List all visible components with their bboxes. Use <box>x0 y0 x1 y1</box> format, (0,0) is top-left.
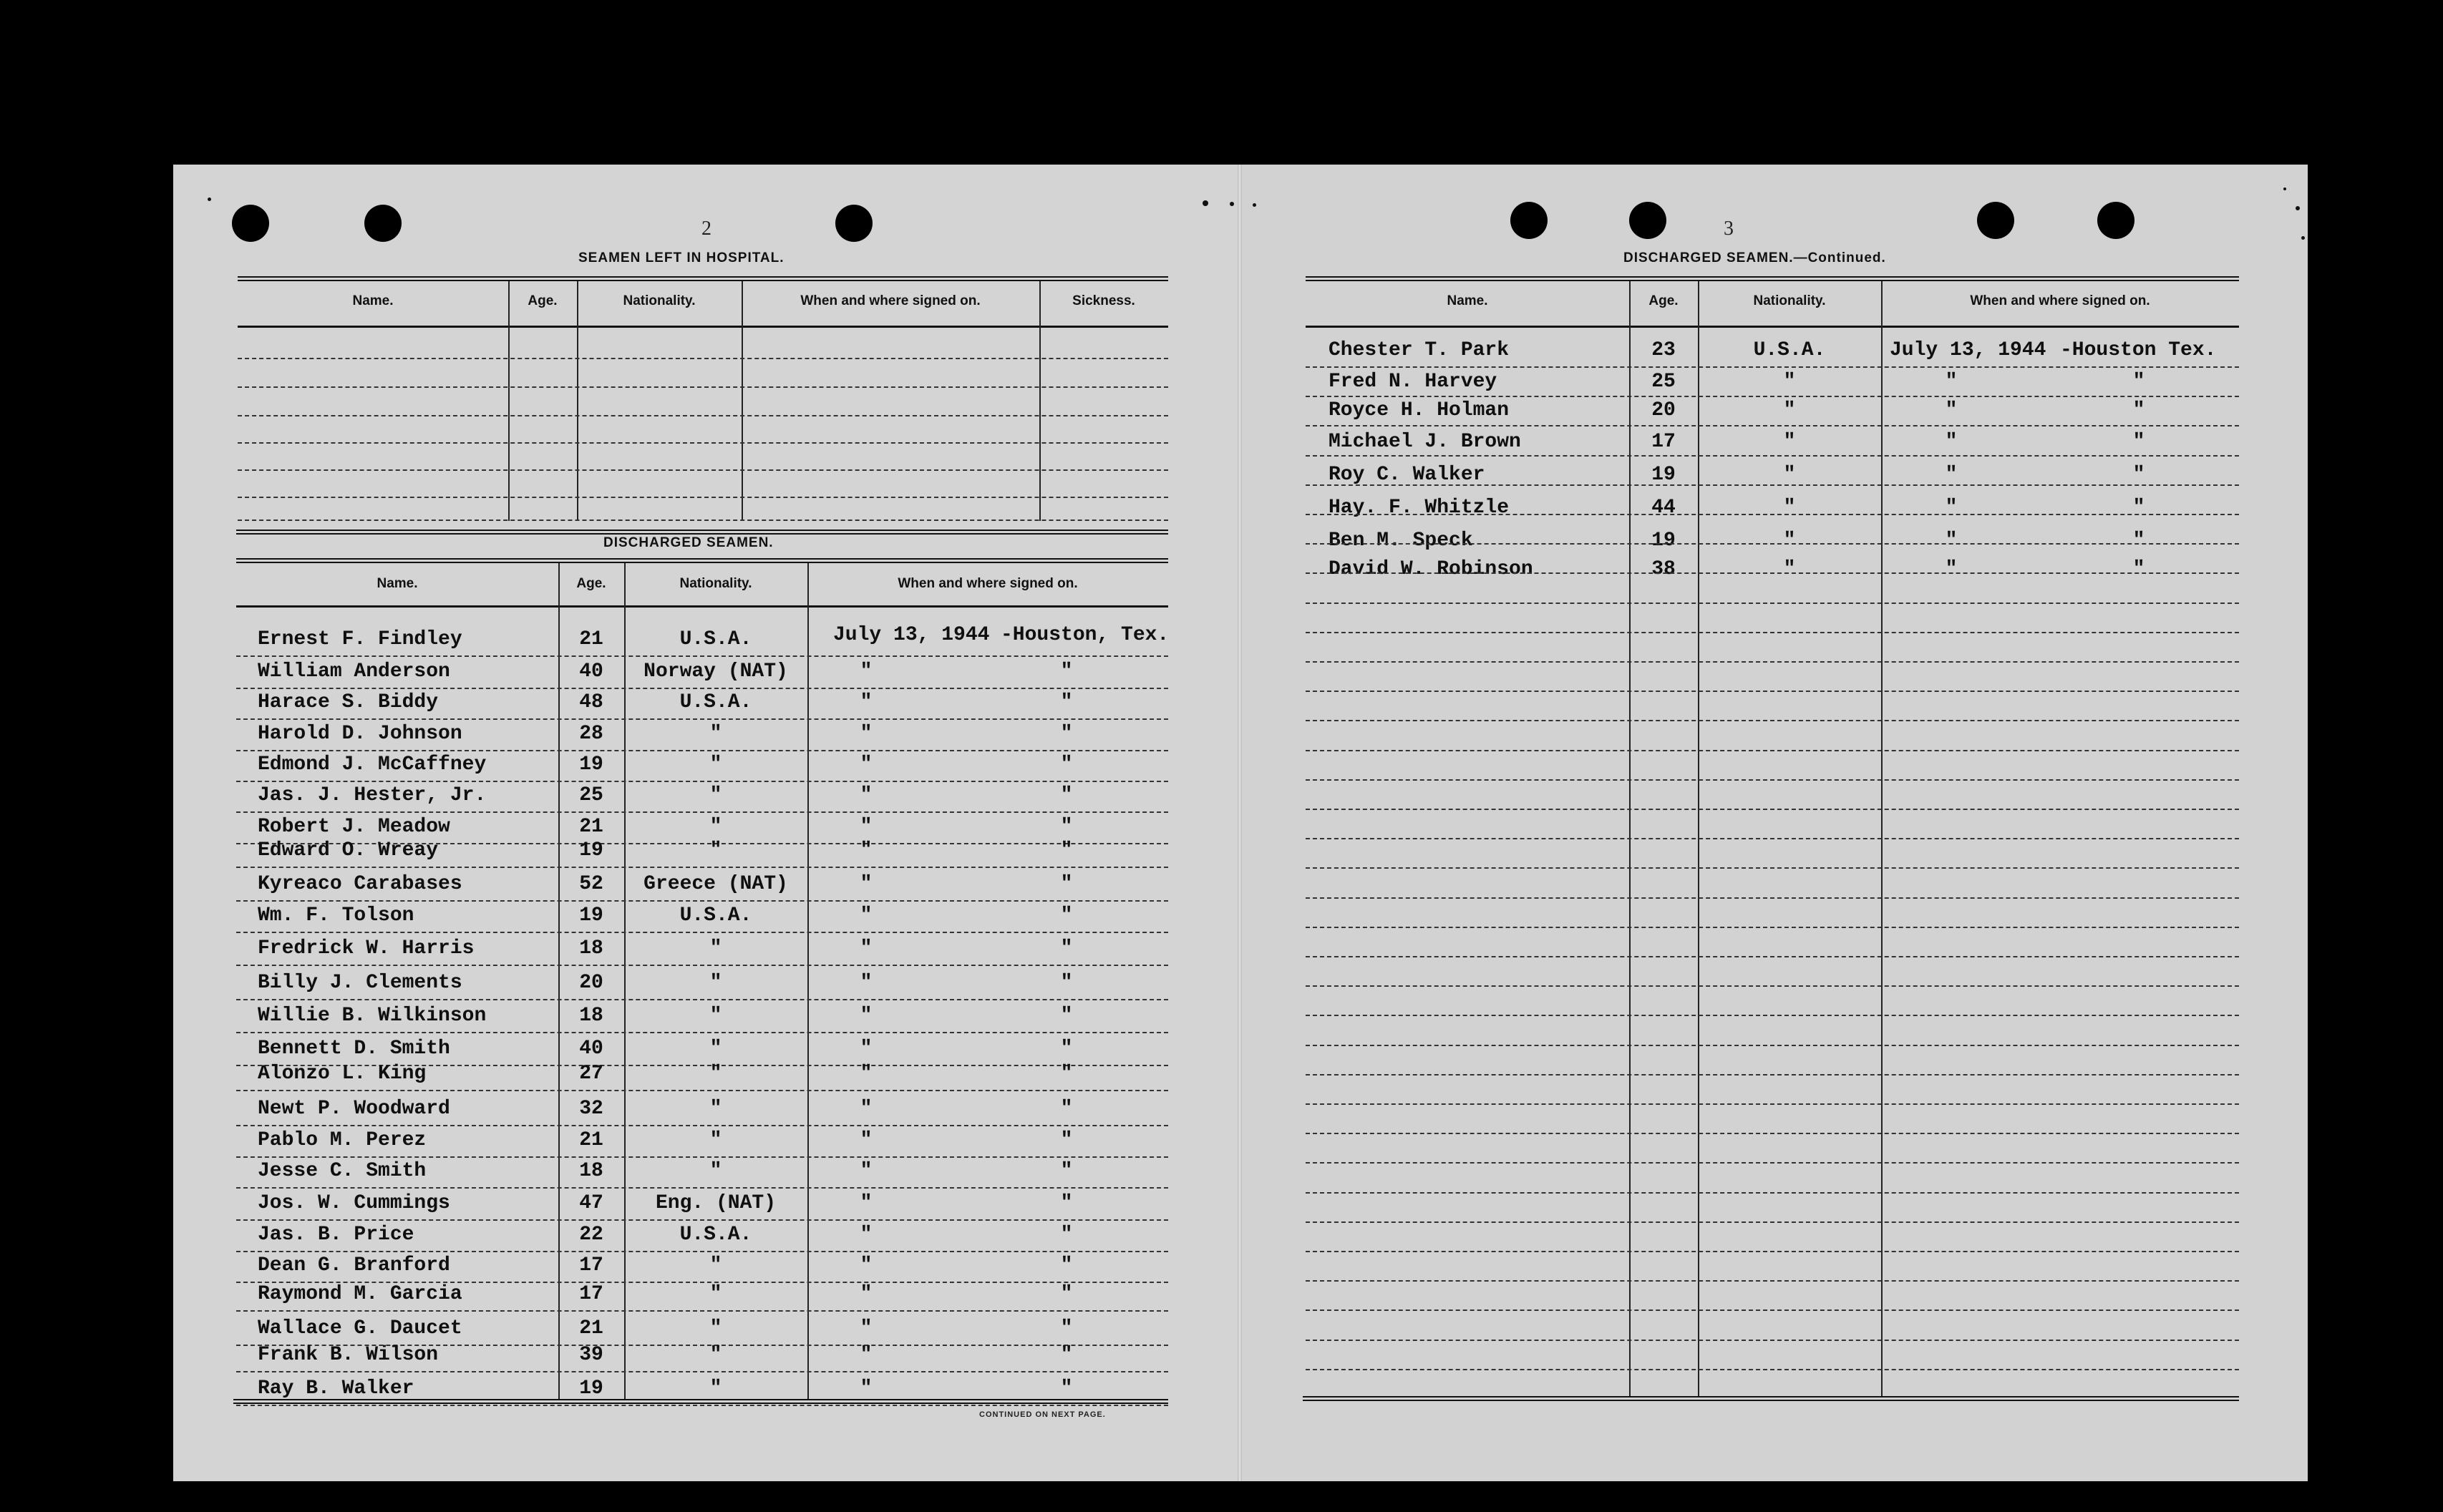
discharged-row-line <box>236 1125 1168 1126</box>
signed-on-place: " <box>1060 972 1073 994</box>
seaman-nationality: " <box>1783 371 1796 393</box>
seaman-name: Raymond M. Garcia <box>258 1283 462 1305</box>
seaman-name: Edward O. Wreay <box>258 839 439 862</box>
discharged-header-top-rule <box>236 558 1168 563</box>
right-row-line <box>1306 838 2239 839</box>
discharged-row-line <box>236 1371 1168 1372</box>
signed-on-date: " <box>860 839 873 862</box>
discharged-row-line <box>236 655 1168 657</box>
signed-on-date: " <box>1945 558 1958 580</box>
right-row-line <box>1306 867 2239 869</box>
signed-on-place: " <box>1060 1160 1073 1182</box>
seaman-name: Hay. F. Whitzle <box>1329 497 1510 519</box>
seaman-nationality: U.S.A. <box>679 1224 752 1246</box>
signed-on-date: July 13, 1944 <box>1890 339 2046 361</box>
hospital-header-2: Nationality. <box>623 293 696 308</box>
signed-on-place: " <box>2132 530 2145 552</box>
seaman-age: 19 <box>579 839 603 862</box>
discharged-row-line <box>236 1032 1168 1033</box>
seaman-nationality: " <box>709 1283 722 1305</box>
seaman-name: Jesse C. Smith <box>258 1160 427 1182</box>
right-row-line <box>1306 661 2239 663</box>
hospital-header-rule <box>238 326 1168 328</box>
seaman-age: 20 <box>1651 399 1676 421</box>
signed-on-place: " <box>1060 1377 1073 1400</box>
right-table-bottom-rule <box>1303 1396 2239 1401</box>
signed-on-date: " <box>860 1344 873 1366</box>
signed-on-date: " <box>1945 464 1958 486</box>
seaman-nationality: " <box>1783 431 1796 453</box>
seaman-name: Jas. B. Price <box>258 1224 414 1246</box>
seaman-nationality: Eng. (NAT) <box>655 1192 777 1214</box>
signed-on-date: " <box>860 1283 873 1305</box>
seaman-age: 27 <box>579 1063 603 1085</box>
signed-on-place: " <box>2132 558 2145 580</box>
hospital-row-line <box>238 386 1168 388</box>
signed-on-date: " <box>860 972 873 994</box>
seaman-nationality: " <box>709 1063 722 1085</box>
right-row-line <box>1306 1340 2239 1341</box>
page-fold <box>1238 165 1242 1481</box>
discharged-row-line <box>236 999 1168 1000</box>
right-row-line <box>1306 1133 2239 1134</box>
scan-speck <box>2301 236 2305 240</box>
right-row-line <box>1306 720 2239 721</box>
signed-on-place: " <box>1060 1344 1073 1366</box>
right-row-line <box>1306 1045 2239 1046</box>
seaman-age: 44 <box>1651 497 1676 519</box>
hospital-column-divider <box>1039 281 1041 521</box>
seaman-nationality: " <box>1783 530 1796 552</box>
right-header-rule <box>1306 326 2239 328</box>
signed-on-date: " <box>1945 431 1958 453</box>
scan-speck <box>1203 200 1208 206</box>
signed-on-date: " <box>860 784 873 806</box>
seaman-age: 18 <box>579 1160 603 1182</box>
signed-on-place: " <box>1060 784 1073 806</box>
signed-on-date: " <box>860 1160 873 1182</box>
right-row-line <box>1306 632 2239 633</box>
seaman-nationality: " <box>709 1129 722 1151</box>
seaman-name: Dean G. Branford <box>258 1254 450 1277</box>
signed-on-date: " <box>860 1317 873 1340</box>
signed-on-date: " <box>1945 399 1958 421</box>
right-row-line <box>1306 484 2239 486</box>
signed-on-place: " <box>1060 1038 1073 1060</box>
seaman-age: 20 <box>579 972 603 994</box>
seaman-nationality: " <box>709 972 722 994</box>
right-header-2: Nationality. <box>1753 293 1826 308</box>
right-row-line <box>1306 396 2239 397</box>
right-row-line <box>1306 1015 2239 1016</box>
seaman-age: 25 <box>1651 371 1676 393</box>
seaman-age: 52 <box>579 873 603 895</box>
signed-on-date: " <box>1945 497 1958 519</box>
seaman-name: Robert J. Meadow <box>258 816 450 838</box>
right-row-line <box>1306 1221 2239 1223</box>
right-row-line <box>1306 366 2239 368</box>
seaman-nationality: Norway (NAT) <box>643 660 788 683</box>
signed-on-place: -Houston Tex. <box>2060 339 2217 361</box>
signed-on-date: " <box>1945 371 1958 393</box>
seaman-age: 32 <box>579 1098 603 1120</box>
hospital-column-divider <box>742 281 743 521</box>
seaman-age: 17 <box>1651 431 1676 453</box>
discharged-row-line <box>236 965 1168 966</box>
seaman-age: 18 <box>579 937 603 960</box>
right-row-line <box>1306 985 2239 987</box>
seaman-age: 21 <box>579 816 603 838</box>
signed-on-place: " <box>2132 497 2145 519</box>
signed-on-date: " <box>860 691 873 713</box>
signed-on-place: " <box>2132 464 2145 486</box>
seaman-age: 23 <box>1651 339 1676 361</box>
signed-on-place: " <box>1060 1224 1073 1246</box>
signed-on-place: " <box>1060 1317 1073 1340</box>
right-header-0: Name. <box>1447 293 1488 308</box>
right-page <box>1240 165 2308 1481</box>
seaman-nationality: U.S.A. <box>1753 339 1826 361</box>
page-number: 2 <box>701 218 711 240</box>
seaman-name: Fred N. Harvey <box>1329 371 1497 393</box>
signed-on-date: " <box>860 1005 873 1027</box>
seaman-name: Bennett D. Smith <box>258 1038 450 1060</box>
seaman-nationality: " <box>1783 497 1796 519</box>
hospital-column-divider <box>577 281 578 521</box>
hospital-row-line <box>238 442 1168 444</box>
signed-on-date: " <box>860 723 873 745</box>
hospital-row-line <box>238 415 1168 416</box>
signed-on-date: " <box>860 816 873 838</box>
seaman-age: 40 <box>579 1038 603 1060</box>
seaman-name: Ray B. Walker <box>258 1377 414 1400</box>
signed-on-date: " <box>860 1192 873 1214</box>
seaman-age: 40 <box>579 660 603 683</box>
signed-on-place: " <box>1060 723 1073 745</box>
signed-on-place: " <box>1060 1005 1073 1027</box>
seaman-name: Harace S. Biddy <box>258 691 439 713</box>
signed-on-date: " <box>860 1254 873 1277</box>
signed-on-place: " <box>1060 1098 1073 1120</box>
signed-on-date: July 13, 1944 <box>833 624 990 646</box>
seaman-name: Jos. W. Cummings <box>258 1192 450 1214</box>
hospital-header-0: Name. <box>352 293 394 308</box>
seaman-nationality: " <box>709 839 722 862</box>
right-row-line <box>1306 1162 2239 1164</box>
seaman-age: 47 <box>579 1192 603 1214</box>
signed-on-place: " <box>1060 816 1073 838</box>
discharged-row-line <box>236 1310 1168 1312</box>
hospital-row-line <box>238 497 1168 498</box>
seaman-nationality: " <box>709 1344 722 1366</box>
seaman-name: Ben M. Speck <box>1329 530 1473 552</box>
seaman-nationality: " <box>1783 558 1796 580</box>
hospital-column-divider <box>508 281 510 521</box>
discharged-header-2: Nationality. <box>679 576 752 591</box>
seaman-age: 21 <box>579 1317 603 1340</box>
discharged-header-0: Name. <box>377 576 418 591</box>
punch-hole <box>835 205 873 242</box>
signed-on-date: " <box>860 1098 873 1120</box>
seaman-nationality: " <box>709 1098 722 1120</box>
right-row-line <box>1306 779 2239 781</box>
seaman-nationality: " <box>1783 464 1796 486</box>
discharged-row-line <box>236 1156 1168 1158</box>
seaman-name: Frank B. Wilson <box>258 1344 439 1366</box>
seaman-nationality: U.S.A. <box>679 904 752 927</box>
seaman-nationality: " <box>709 784 722 806</box>
seaman-nationality: " <box>709 1317 722 1340</box>
seaman-age: 28 <box>579 723 603 745</box>
right-row-line <box>1306 691 2239 692</box>
right-header-3: When and where signed on. <box>1970 293 2150 308</box>
right-row-line <box>1306 543 2239 545</box>
discharged-continued-title: DISCHARGED SEAMEN.—Continued. <box>1623 250 1886 265</box>
seaman-nationality: " <box>709 937 722 960</box>
punch-hole <box>1629 202 1666 239</box>
seaman-name: Newt P. Woodward <box>258 1098 450 1120</box>
right-row-line <box>1306 1280 2239 1282</box>
right-column-divider <box>1881 281 1883 1398</box>
discharged-row-line <box>236 1219 1168 1221</box>
right-row-line <box>1306 927 2239 928</box>
discharged-row-line <box>236 900 1168 902</box>
discharged-section-title: DISCHARGED SEAMEN. <box>603 535 774 550</box>
seaman-nationality: Greece (NAT) <box>643 873 788 895</box>
seaman-age: 19 <box>1651 464 1676 486</box>
seaman-name: Jas. J. Hester, Jr. <box>258 784 487 806</box>
signed-on-place: " <box>1060 691 1073 713</box>
discharged-row-line <box>236 1090 1168 1091</box>
right-row-line <box>1306 1251 2239 1252</box>
scan-speck <box>1253 203 1256 207</box>
signed-on-date: " <box>860 753 873 776</box>
seaman-name: Harold D. Johnson <box>258 723 462 745</box>
discharged-row-line <box>236 811 1168 813</box>
signed-on-date: " <box>860 873 873 895</box>
signed-on-place: " <box>1060 1283 1073 1305</box>
right-row-line <box>1306 1103 2239 1105</box>
seaman-name: Willie B. Wilkinson <box>258 1005 487 1027</box>
punch-hole <box>364 205 402 242</box>
discharged-header-3: When and where signed on. <box>898 576 1078 591</box>
discharged-row-line <box>236 867 1168 868</box>
hospital-table-top-rule <box>238 276 1168 281</box>
seaman-age: 21 <box>579 1129 603 1151</box>
seaman-age: 22 <box>579 1224 603 1246</box>
punch-hole <box>1510 202 1548 239</box>
seaman-name: Wallace G. Daucet <box>258 1317 462 1340</box>
signed-on-place: " <box>2132 371 2145 393</box>
signed-on-place: " <box>1060 1129 1073 1151</box>
right-row-line <box>1306 425 2239 426</box>
hospital-section-title: SEAMEN LEFT IN HOSPITAL. <box>578 250 785 265</box>
seaman-name: Fredrick W. Harris <box>258 937 475 960</box>
seaman-name: Alonzo L. King <box>258 1063 427 1085</box>
right-row-line <box>1306 956 2239 957</box>
signed-on-place: " <box>1060 937 1073 960</box>
discharged-row-line <box>236 718 1168 720</box>
scan-speck <box>2296 206 2300 210</box>
scan-speck <box>2283 187 2286 190</box>
discharged-table-top-rule <box>236 530 1168 535</box>
seaman-age: 19 <box>1651 530 1676 552</box>
seaman-name: David W. Robinson <box>1329 558 1533 580</box>
signed-on-place: " <box>1060 1254 1073 1277</box>
seaman-name: Ernest F. Findley <box>258 628 462 650</box>
seaman-nationality: " <box>709 723 722 745</box>
punch-hole <box>1977 202 2014 239</box>
right-header-1: Age. <box>1648 293 1679 308</box>
discharged-row-line <box>236 1251 1168 1252</box>
seaman-age: 48 <box>579 691 603 713</box>
scan-speck <box>1230 202 1234 206</box>
seaman-name: Chester T. Park <box>1329 339 1510 361</box>
seaman-age: 39 <box>579 1344 603 1366</box>
right-row-line <box>1306 1074 2239 1076</box>
seaman-age: 21 <box>579 628 603 650</box>
seaman-nationality: " <box>709 1160 722 1182</box>
signed-on-date: " <box>860 1038 873 1060</box>
seaman-nationality: " <box>709 1005 722 1027</box>
discharged-row-line <box>236 688 1168 689</box>
hospital-header-1: Age. <box>528 293 558 308</box>
signed-on-date: " <box>860 1224 873 1246</box>
signed-on-date: " <box>860 1063 873 1085</box>
right-table-top-rule <box>1306 276 2239 281</box>
seaman-name: Pablo M. Perez <box>258 1129 427 1151</box>
hospital-header-4: Sickness. <box>1072 293 1135 308</box>
seaman-name: Royce H. Holman <box>1329 399 1510 421</box>
seaman-nationality: " <box>1783 399 1796 421</box>
right-row-line <box>1306 750 2239 751</box>
seaman-nationality: " <box>709 753 722 776</box>
seaman-name: Billy J. Clements <box>258 972 462 994</box>
seaman-age: 19 <box>579 753 603 776</box>
signed-on-place: " <box>1060 753 1073 776</box>
right-row-line <box>1306 514 2239 515</box>
signed-on-place: -Houston, Tex. <box>1001 624 1170 646</box>
seaman-age: 18 <box>579 1005 603 1027</box>
signed-on-date: " <box>860 1129 873 1151</box>
discharged-header-rule <box>236 605 1168 608</box>
signed-on-date: " <box>860 1377 873 1400</box>
right-row-line <box>1306 1369 2239 1370</box>
discharged-row-line <box>236 1187 1168 1189</box>
seaman-age: 17 <box>579 1283 603 1305</box>
discharged-row-line <box>236 750 1168 751</box>
seaman-nationality: U.S.A. <box>679 628 752 650</box>
hospital-header-3: When and where signed on. <box>800 293 981 308</box>
seaman-name: Kyreaco Carabases <box>258 873 462 895</box>
signed-on-date: " <box>860 904 873 927</box>
signed-on-place: " <box>2132 399 2145 421</box>
seaman-age: 19 <box>579 1377 603 1400</box>
hospital-row-line <box>238 469 1168 471</box>
discharged-row-line <box>236 1405 1168 1406</box>
right-row-line <box>1306 455 2239 457</box>
hospital-row-line <box>238 358 1168 359</box>
signed-on-place: " <box>1060 1063 1073 1085</box>
continued-note: CONTINUED ON NEXT PAGE. <box>979 1410 1106 1419</box>
seaman-name: William Anderson <box>258 660 450 683</box>
discharged-header-1: Age. <box>576 576 606 591</box>
scan-speck <box>208 197 211 201</box>
discharged-row-line <box>236 781 1168 782</box>
seaman-nationality: " <box>709 1038 722 1060</box>
right-row-line <box>1306 1192 2239 1194</box>
seaman-name: Wm. F. Tolson <box>258 904 414 927</box>
seaman-nationality: " <box>709 1254 722 1277</box>
right-row-line <box>1306 572 2239 574</box>
seaman-name: Michael J. Brown <box>1329 431 1521 453</box>
hospital-row-line <box>238 520 1168 521</box>
signed-on-place: " <box>1060 839 1073 862</box>
seaman-age: 25 <box>579 784 603 806</box>
signed-on-place: " <box>1060 1192 1073 1214</box>
right-row-line <box>1306 897 2239 899</box>
punch-hole <box>2097 202 2134 239</box>
discharged-table-bottom-rule <box>233 1399 1168 1404</box>
seaman-name: Edmond J. McCaffney <box>258 753 487 776</box>
seaman-nationality: U.S.A. <box>679 691 752 713</box>
signed-on-place: " <box>1060 904 1073 927</box>
punch-hole <box>232 205 269 242</box>
discharged-row-line <box>236 932 1168 933</box>
right-row-line <box>1306 1309 2239 1311</box>
seaman-name: Roy C. Walker <box>1329 464 1485 486</box>
seaman-nationality: " <box>709 1377 722 1400</box>
signed-on-place: " <box>2132 431 2145 453</box>
page-number: 3 <box>1724 218 1734 240</box>
signed-on-place: " <box>1060 873 1073 895</box>
signed-on-date: " <box>860 660 873 683</box>
seaman-age: 38 <box>1651 558 1676 580</box>
seaman-nationality: " <box>709 816 722 838</box>
right-row-line <box>1306 603 2239 604</box>
signed-on-date: " <box>860 937 873 960</box>
seaman-age: 19 <box>579 904 603 927</box>
signed-on-date: " <box>1945 530 1958 552</box>
right-row-line <box>1306 809 2239 810</box>
signed-on-place: " <box>1060 660 1073 683</box>
seaman-age: 17 <box>579 1254 603 1277</box>
